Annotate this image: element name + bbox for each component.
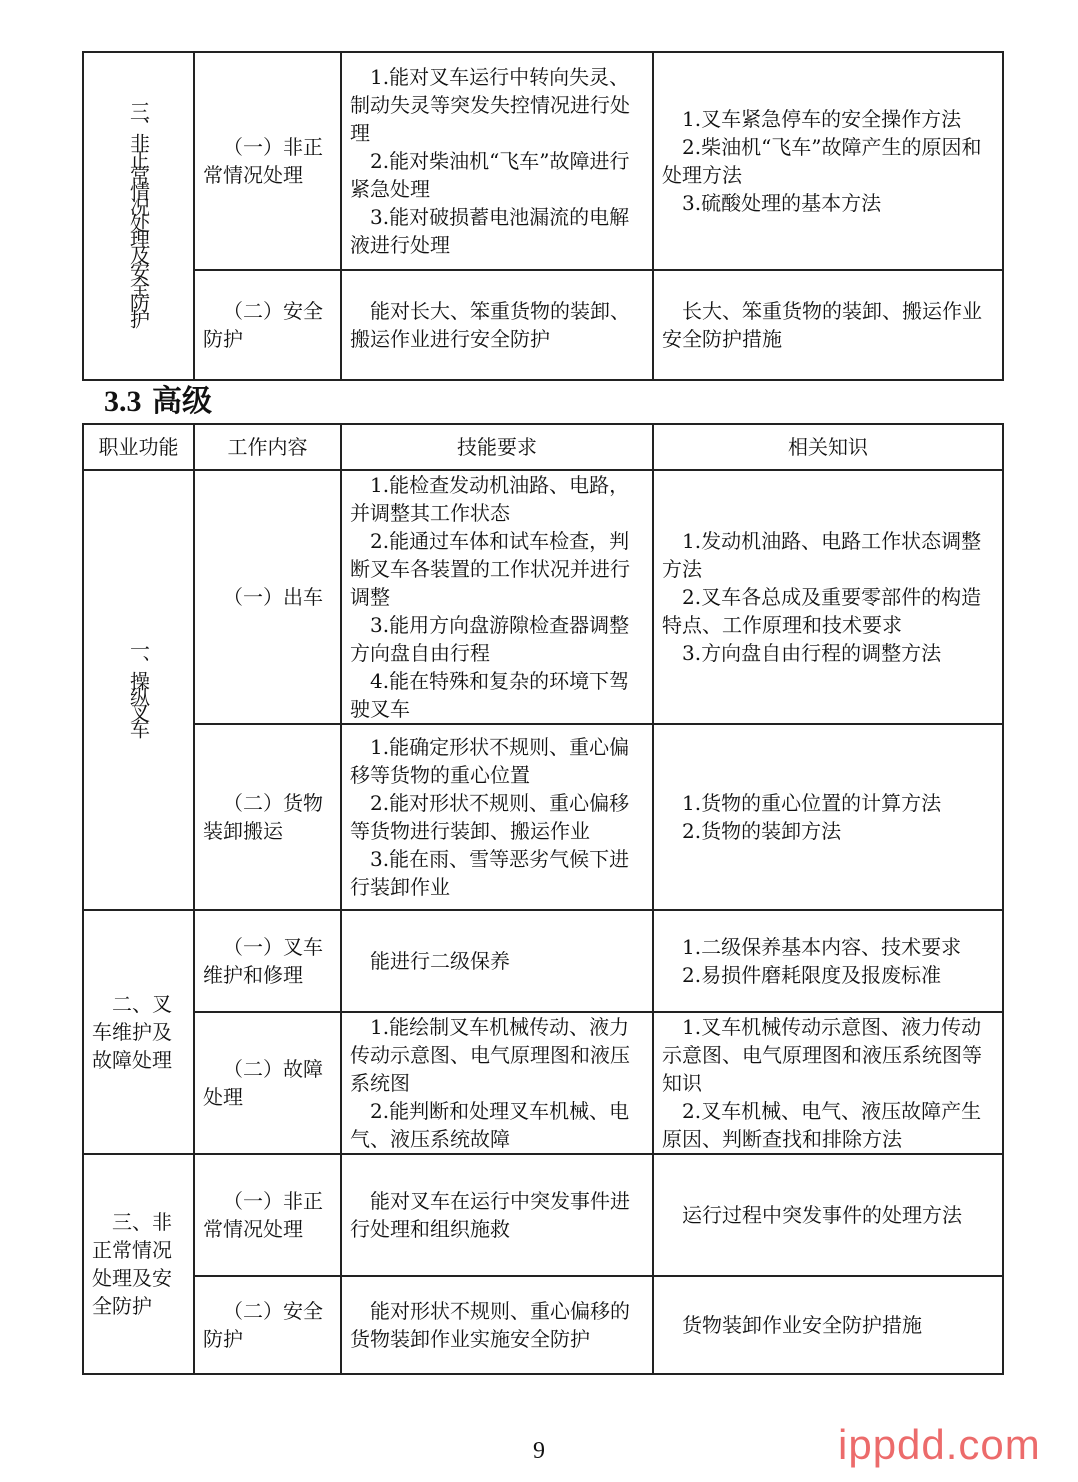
page-number: 9 [533,1438,545,1464]
table-row [83,270,1003,380]
skill-item: 2.能对形状不规则、重心偏移等货物进行装卸、搬运作业 [350,791,630,843]
skill-item: 1.能绘制叉车机械传动、液力传动示意图、电气原理图和液压系统图 [350,1015,630,1095]
header-skills: 技能要求 [341,424,653,470]
skills-cell [341,910,653,1012]
content-cell [194,910,341,1012]
knowledge-item: 2.叉车机械、电气、液压故障产生原因、判断查找和排除方法 [662,1099,982,1151]
knowledge-item: 2.叉车各总成及重要零部件的构造特点、工作原理和技术要求 [662,585,982,637]
table-row [83,724,1003,910]
content-label: （一）非正常情况处理 [203,1189,323,1241]
content-cell [194,1012,341,1154]
knowledge-cell [653,470,1003,724]
skills-cell [341,724,653,910]
content-cell [194,1276,341,1374]
watermark: ippdd.com [838,1421,1041,1468]
knowledge-item: 1.二级保养基本内容、技术要求 [682,935,962,959]
table-row [83,1276,1003,1374]
skill-item: 3.能在雨、雪等恶劣气候下进行装卸作业 [350,847,630,899]
function-cell [83,910,194,1154]
table-row [83,1012,1003,1154]
skill-item: 4.能在特殊和复杂的环境下驾驶叉车 [350,669,630,721]
skills-cell [341,270,653,380]
skills-cell [341,1276,653,1374]
knowledge-cell [653,1012,1003,1154]
content-cell [194,1154,341,1276]
knowledge-item: 1.货物的重心位置的计算方法 [682,791,942,815]
knowledge-item: 1.发动机油路、电路工作状态调整方法 [662,529,982,581]
function-label: 三、非正常情况处理及安全防护 [92,1210,172,1318]
skill-item: 能对长大、笨重货物的装卸、搬运作业进行安全防护 [350,299,630,351]
content-label: （一）出车 [223,585,323,609]
skill-item: 能进行二级保养 [370,949,510,973]
continuation-table [82,51,1004,381]
skills-table [82,423,1004,1375]
knowledge-cell [653,1154,1003,1276]
skills-cell [341,1154,653,1276]
knowledge-item: 运行过程中突发事件的处理方法 [682,1203,962,1227]
skill-item: 1.能对叉车运行中转向失灵、制动失灵等突发失控情况进行处理 [350,65,630,145]
knowledge-cell [653,270,1003,380]
table-row [83,910,1003,1012]
function-cell [83,52,194,380]
skill-item: 2.能判断和处理叉车机械、电气、液压系统故障 [350,1099,630,1151]
table-row [83,52,1003,270]
section-number: 3.3 [104,385,142,418]
knowledge-cell [653,724,1003,910]
content-label: （一）叉车维护和修理 [203,935,323,987]
skills-cell [341,470,653,724]
header-content: 工作内容 [194,424,341,470]
knowledge-item: 2.货物的装卸方法 [682,819,842,843]
skill-item: 2.能对柴油机“飞车”故障进行紧急处理 [350,149,630,201]
knowledge-item: 3.方向盘自由行程的调整方法 [682,641,942,665]
knowledge-cell [653,52,1003,270]
skill-item: 1.能确定形状不规则、重心偏移等货物的重心位置 [350,735,630,787]
skill-item: 能对形状不规则、重心偏移的货物装卸作业实施安全防护 [350,1299,630,1351]
content-cell [194,724,341,910]
function-label: 三、非正常情况处理及安全防护 [126,100,151,325]
table-row [83,1154,1003,1276]
knowledge-item: 3.硫酸处理的基本方法 [682,191,882,215]
content-label: （二）安全防护 [203,1299,323,1351]
knowledge-item: 1.叉车紧急停车的安全操作方法 [682,107,962,131]
function-cell [83,470,194,910]
skill-item: 3.能对破损蓄电池漏流的电解液进行处理 [350,205,630,257]
content-label: （二）安全防护 [203,299,323,351]
knowledge-item: 2.易损件磨耗限度及报废标准 [682,963,942,987]
content-label: （二）故障处理 [203,1057,323,1109]
knowledge-cell [653,910,1003,1012]
skill-item: 1.能检查发动机油路、电路，并调整其工作状态 [350,473,630,525]
knowledge-cell [653,1276,1003,1374]
function-cell [83,1154,194,1374]
knowledge-item: 1.叉车机械传动示意图、液力传动示意图、电气原理图和液压系统图等知识 [662,1015,982,1095]
table-header-row [83,424,1003,470]
skill-item: 能对叉车在运行中突发事件进行处理和组织施救 [350,1189,630,1241]
section-title: 高级 [151,384,212,419]
knowledge-item: 货物装卸作业安全防护措施 [682,1313,922,1337]
header-knowledge: 相关知识 [653,424,1003,470]
content-label: （一）非正常情况处理 [203,135,323,187]
knowledge-item: 2.柴油机“飞车”故障产生的原因和处理方法 [662,135,982,187]
skills-cell [341,1012,653,1154]
content-cell [194,52,341,270]
section-heading [104,382,212,422]
skill-item: 3.能用方向盘游隙检查器调整方向盘自由行程 [350,613,630,665]
function-label: 一、操纵叉车 [126,638,151,735]
header-function: 职业功能 [83,424,194,470]
content-cell [194,270,341,380]
knowledge-item: 长大、笨重货物的装卸、搬运作业安全防护措施 [662,299,982,351]
function-label: 二、叉车维护及故障处理 [92,992,172,1072]
content-cell [194,470,341,724]
table-row [83,470,1003,724]
content-label: （二）货物装卸搬运 [203,791,323,843]
skills-cell [341,52,653,270]
skill-item: 2.能通过车体和试车检查，判断叉车各装置的工作状况并进行调整 [350,529,630,609]
